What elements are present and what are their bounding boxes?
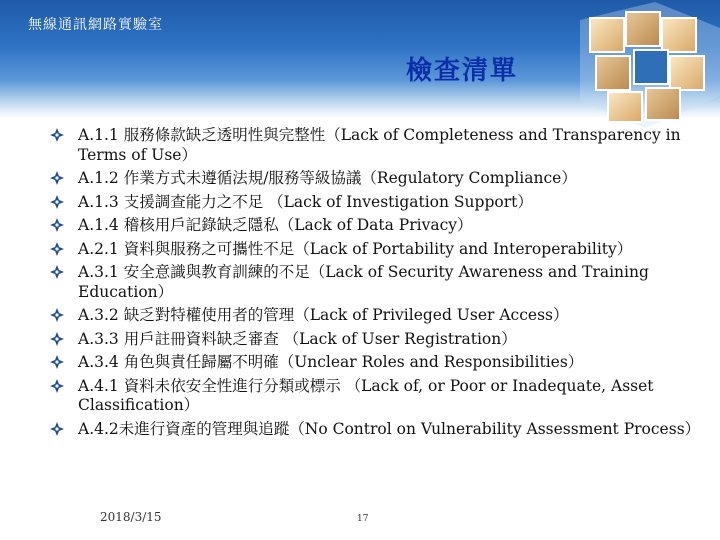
- diamond-bullet-icon: [50, 265, 64, 279]
- diamond-bullet-icon: [50, 332, 64, 346]
- diamond-bullet-icon: [50, 308, 64, 322]
- diamond-bullet-icon: [50, 128, 64, 142]
- diamond-bullet-icon: [50, 379, 64, 393]
- list-item: [50, 216, 705, 236]
- list-item-text: A.3.3 用戶註冊資料缺乏審查 （Lack of User Registration）: [78, 329, 517, 348]
- list-item-text: A.3.4 角色與責任歸屬不明確（Unclear Roles and Responsibilities）: [78, 353, 584, 371]
- list-item: [50, 169, 705, 189]
- list-item-text: A.3.1 安全意識與教育訓練的不足（Lack of Security Awareness and Training Education）: [78, 263, 649, 301]
- cube-logo: [560, 0, 720, 130]
- diamond-bullet-icon: [50, 242, 64, 256]
- diamond-bullet-icon: [50, 195, 64, 209]
- checklist: [50, 126, 705, 443]
- list-item: [50, 240, 705, 260]
- list-item: [50, 193, 705, 213]
- list-item: [50, 126, 705, 165]
- list-item-text: A.2.1 資料與服務之可攜性不足（Lack of Portability and Interoperability）: [78, 239, 633, 258]
- list-item-text: A.4.2未進行資產的管理與追蹤（No Control on Vulnerability Assessment Process）: [78, 419, 701, 438]
- diamond-bullet-icon: [50, 171, 64, 185]
- list-item: [50, 306, 705, 326]
- list-item-text: A.3.2 缺乏對特權使用者的管理（Lack of Privileged User Access）: [78, 306, 569, 324]
- footer-date: 2018/3/15: [100, 510, 162, 524]
- page-number: 17: [357, 514, 369, 524]
- diamond-bullet-icon: [50, 422, 64, 436]
- list-item-text: A.4.1 資料未依安全性進行分類或標示 （Lack of, or Poor or Inadequate, Asset Classification）: [78, 376, 654, 414]
- list-item: [50, 330, 705, 350]
- list-item-text: A.1.1 服務條款缺乏透明性與完整性（Lack of Completeness and Transparency in Terms of Use）: [78, 126, 681, 164]
- list-item: [50, 263, 705, 302]
- diamond-bullet-icon: [50, 218, 64, 232]
- site-name: 無線通訊網路實驗室: [28, 17, 163, 33]
- list-item-text: A.1.2 作業方式未遵循法規/服務等級協議（Regulatory Compliance）: [78, 169, 577, 187]
- list-item-text: A.1.3 支援調查能力之不足 （Lack of Investigation Support）: [78, 192, 533, 211]
- list-item: [50, 420, 705, 440]
- diamond-bullet-icon: [50, 355, 64, 369]
- list-item: [50, 377, 705, 416]
- list-item: [50, 353, 705, 373]
- list-item-text: A.1.4 稽核用戶記錄缺乏隱私（Lack of Data Privacy）: [78, 216, 473, 234]
- slide-title: 檢查清單: [406, 56, 519, 86]
